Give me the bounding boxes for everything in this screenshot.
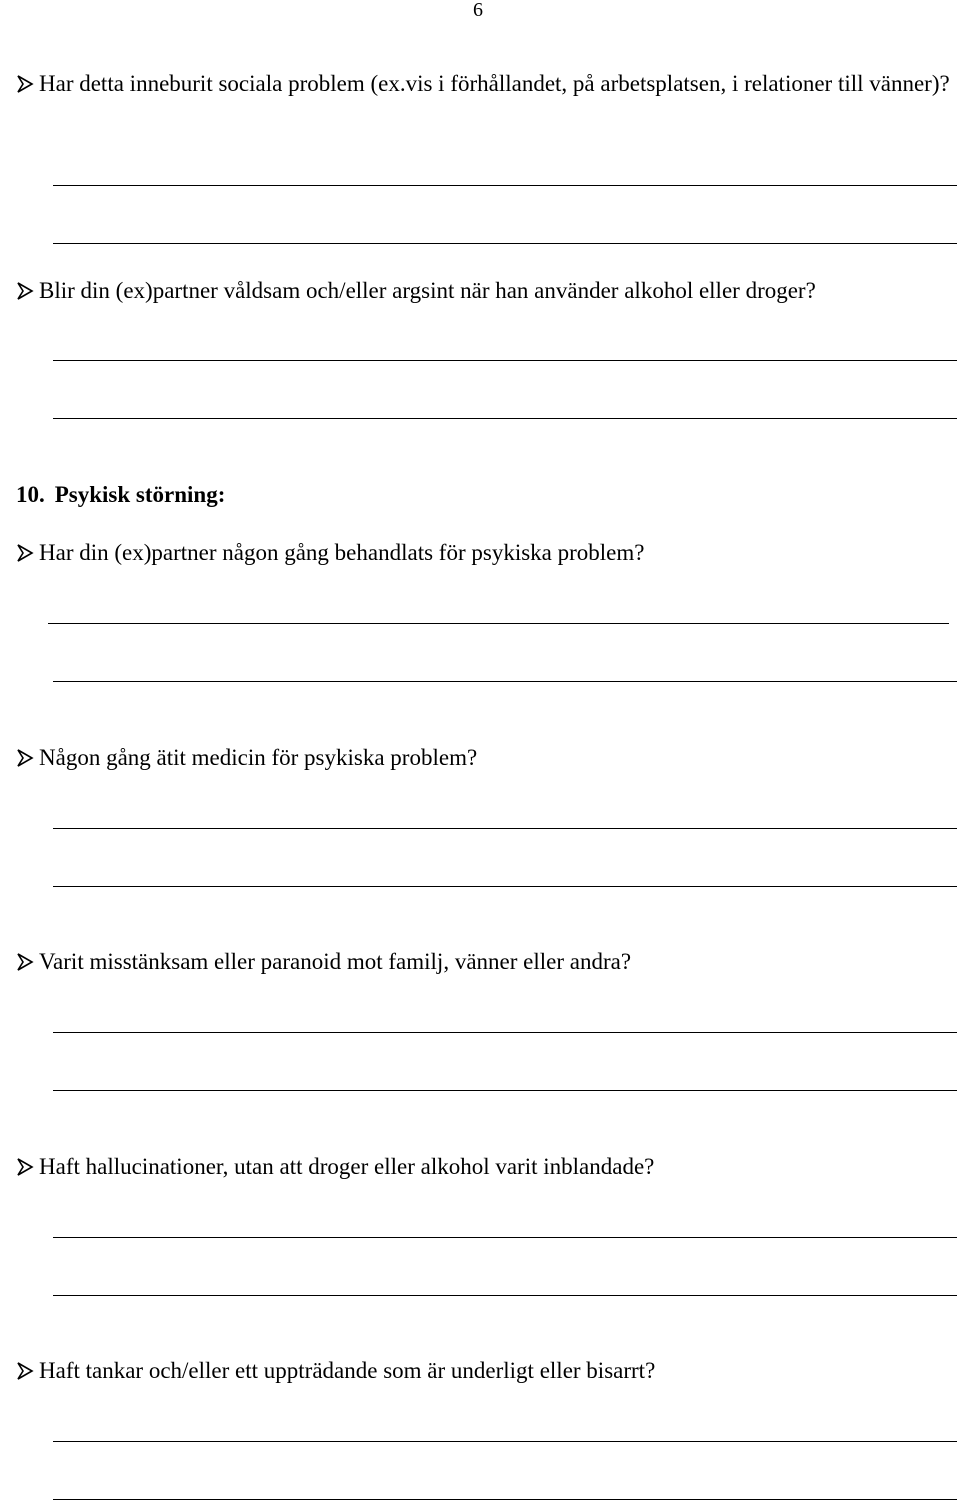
question-text: Blir din (ex)partner våldsam och/eller argsint när han använder alkohol eller droger? xyxy=(39,278,816,303)
answer-line[interactable] xyxy=(48,623,949,624)
answer-line[interactable] xyxy=(53,828,957,829)
section-heading xyxy=(16,479,225,510)
question-text: Har din (ex)partner någon gång behandlats för psykiska problem? xyxy=(39,540,645,565)
question-text: Haft tankar och/eller ett uppträdande som är underligt eller bisarrt? xyxy=(39,1358,656,1383)
answer-line[interactable] xyxy=(53,1295,957,1296)
arrow-bullet-icon xyxy=(16,75,34,93)
answer-line[interactable] xyxy=(53,886,957,887)
answer-line[interactable] xyxy=(53,185,957,186)
question-text: Haft hallucinationer, utan att droger eller alkohol varit inblandade? xyxy=(39,1154,655,1179)
arrow-bullet-icon xyxy=(16,282,34,300)
answer-line[interactable] xyxy=(53,1090,957,1091)
answer-line[interactable] xyxy=(53,1441,957,1442)
answer-line[interactable] xyxy=(53,681,957,682)
arrow-bullet-icon xyxy=(16,1158,34,1176)
arrow-bullet-icon xyxy=(16,544,34,562)
answer-line[interactable] xyxy=(53,418,957,419)
arrow-bullet-icon xyxy=(16,749,34,767)
answer-line[interactable] xyxy=(53,1499,957,1500)
section-number: 10. xyxy=(16,482,45,507)
page-number: 6 xyxy=(473,0,483,21)
answer-line[interactable] xyxy=(53,1032,957,1033)
answer-line[interactable] xyxy=(53,243,957,244)
answer-line[interactable] xyxy=(53,360,957,361)
answer-line[interactable] xyxy=(53,1237,957,1238)
section-title: Psykisk störning: xyxy=(54,482,226,507)
question-text: Någon gång ätit medicin för psykiska problem? xyxy=(39,745,478,770)
arrow-bullet-icon xyxy=(16,953,34,971)
question-text: Har detta inneburit sociala problem (ex.vis i förhållandet, på arbetsplatsen, i relationer till vänner)? xyxy=(39,71,950,96)
arrow-bullet-icon xyxy=(16,1362,34,1380)
question-text: Varit misstänksam eller paranoid mot familj, vänner eller andra? xyxy=(39,949,632,974)
